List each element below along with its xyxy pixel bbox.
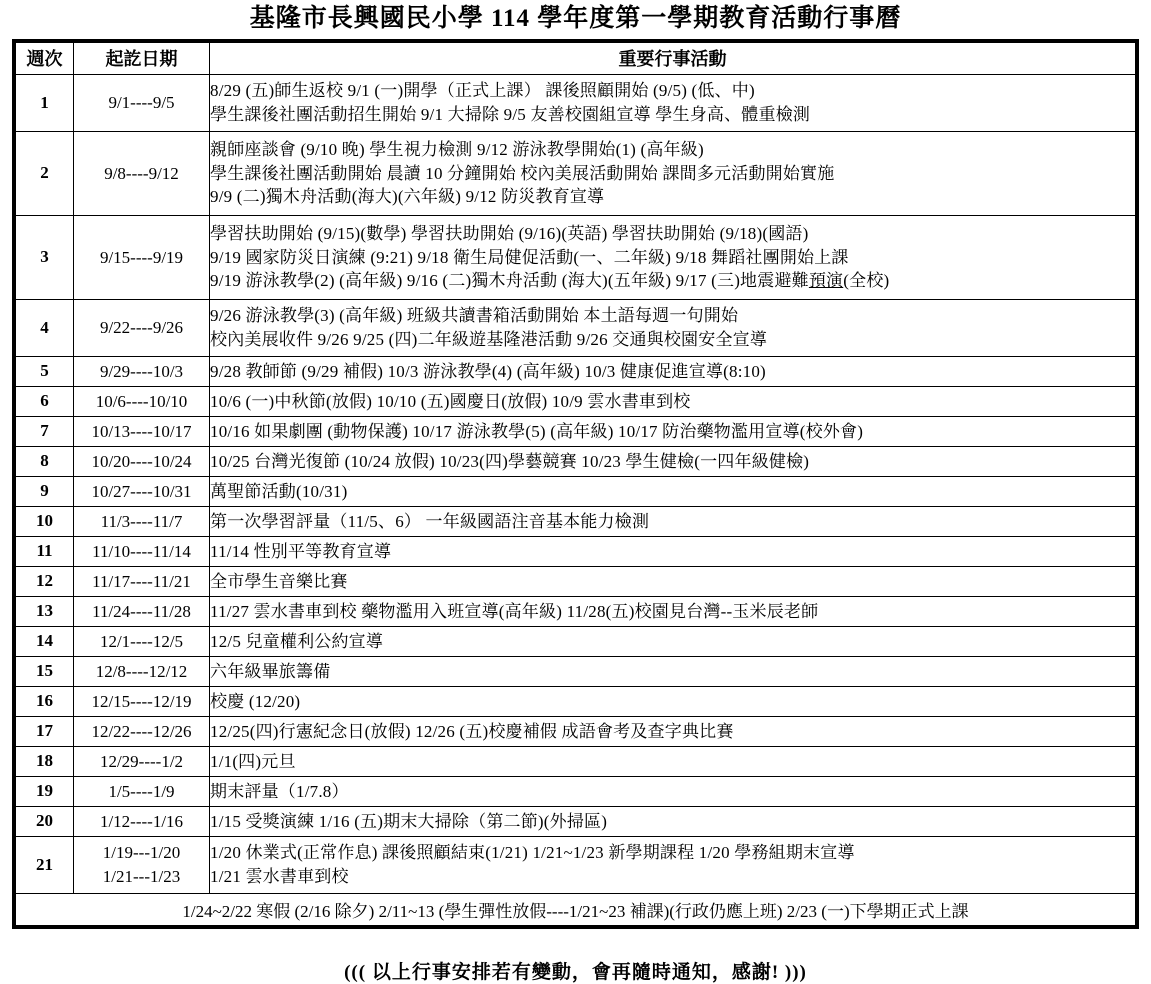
activities-cell <box>210 656 1136 686</box>
date-range <box>74 215 210 299</box>
week-number: 4 <box>16 299 74 356</box>
date-range <box>74 566 210 596</box>
activities-cell <box>210 416 1136 446</box>
activity-line: 第一次學習評量（11/5、6） 一年級國語注音基本能力檢測 <box>210 511 650 531</box>
activities-cell <box>210 626 1136 656</box>
date-range <box>74 416 210 446</box>
table-row <box>16 416 1136 446</box>
activity-line: 學生課後社團活動開始 晨讀 10 分鐘開始 校內美展活動開始 課間多元活動開始實施 <box>210 163 835 183</box>
table-header <box>16 42 1136 74</box>
date-line: 9/29----10/3 <box>99 361 184 381</box>
date-range <box>74 446 210 476</box>
date-range <box>74 356 210 386</box>
table-footer <box>16 893 1136 925</box>
date-line: 11/24----11/28 <box>92 601 191 621</box>
activities-cell <box>210 806 1136 836</box>
activities-cell <box>210 836 1136 893</box>
activity-line: 親師座談會 (9/10 晚) 學生視力檢測 9/12 游泳教學開始(1) (高年級) <box>210 140 704 160</box>
activity-line: 1/1(四)元旦 <box>210 751 296 771</box>
table-row <box>16 716 1136 746</box>
activities-cell <box>210 215 1136 299</box>
activity-line: 1/15 受獎演練 1/16 (五)期末大掃除（第二節)(外掃區) <box>210 811 608 831</box>
activity-line: 10/6 (一)中秋節(放假) 10/10 (五)國慶日(放假) 10/9 雲水書車到校 <box>210 391 691 411</box>
date-range <box>74 536 210 566</box>
header-activities: 重要行事活動 <box>210 42 1136 74</box>
date-range <box>74 836 210 893</box>
date-range <box>74 626 210 656</box>
date-range <box>74 596 210 626</box>
date-range <box>74 806 210 836</box>
activity-line: 11/27 雲水書車到校 藥物濫用入班宣導(高年級) 11/28(五)校園見台灣--玉米辰老師 <box>210 601 819 621</box>
activity-line: 六年級畢旅籌備 <box>210 661 331 681</box>
date-line: 9/8----9/12 <box>104 163 179 183</box>
activities-cell <box>210 446 1136 476</box>
date-range <box>74 131 210 215</box>
table-row <box>16 836 1136 893</box>
date-range <box>74 476 210 506</box>
activity-line: 校慶 (12/20) <box>210 691 301 711</box>
table-body <box>16 74 1136 893</box>
activity-line: 期末評量（1/7.8） <box>210 781 349 801</box>
week-number: 19 <box>16 776 74 806</box>
week-number: 20 <box>16 806 74 836</box>
date-line: 9/1----9/5 <box>108 93 175 113</box>
week-number: 11 <box>16 536 74 566</box>
table-row <box>16 806 1136 836</box>
date-range <box>74 746 210 776</box>
week-number: 15 <box>16 656 74 686</box>
date-line: 9/15----9/19 <box>99 247 184 267</box>
table-row <box>16 299 1136 356</box>
table-row <box>16 626 1136 656</box>
date-line: 10/13----10/17 <box>91 421 192 441</box>
date-range <box>74 686 210 716</box>
date-range <box>74 716 210 746</box>
activity-line: 8/29 (五)師生返校 9/1 (一)開學（正式上課） 課後照顧開始 (9/5) (低、中) <box>210 81 755 101</box>
date-line: 12/22----12/26 <box>91 721 192 741</box>
week-number: 2 <box>16 131 74 215</box>
date-range <box>74 776 210 806</box>
table-row <box>16 386 1136 416</box>
table-row <box>16 74 1136 131</box>
date-line: 11/10----11/14 <box>92 541 191 561</box>
activities-cell <box>210 686 1136 716</box>
week-number: 5 <box>16 356 74 386</box>
activities-cell <box>210 476 1136 506</box>
activity-line: 9/19 游泳教學(2) (高年級) 9/16 (二)獨木舟活動 (海大)(五年級) 9/17 (三)地震避難預演(全校) <box>210 270 890 290</box>
table-row <box>16 596 1136 626</box>
date-range <box>74 74 210 131</box>
week-number: 16 <box>16 686 74 716</box>
header-date: 起訖日期 <box>74 42 210 74</box>
activity-line: 萬聖節活動(10/31) <box>210 481 348 501</box>
calendar-table-container <box>12 39 1139 929</box>
table-row <box>16 776 1136 806</box>
activities-cell <box>210 74 1136 131</box>
activity-line: 9/9 (二)獨木舟活動(海大)(六年級) 9/12 防災教育宣導 <box>210 186 605 206</box>
activity-line: 10/25 台灣光復節 (10/24 放假) 10/23(四)學藝競賽 10/23 學生健檢(一四年級健檢) <box>210 451 810 471</box>
activity-line: 9/19 國家防災日演練 (9:21) 9/18 衛生局健促活動(一、二年級) 9/18 舞蹈社團開始上課 <box>210 247 849 267</box>
date-range <box>74 656 210 686</box>
winter-break-summary: 1/24~2/22 寒假 (2/16 除夕) 2/11~13 (學生彈性放假----1/21~23 補課)(行政仍應上班) 2/23 (一)下學期正式上課 <box>16 893 1136 925</box>
date-line: 12/29----1/2 <box>99 751 184 771</box>
date-line: 11/17----11/21 <box>92 571 191 591</box>
date-line: 10/6----10/10 <box>95 391 188 411</box>
activities-cell <box>210 506 1136 536</box>
table-row <box>16 131 1136 215</box>
activity-line: 全市學生音樂比賽 <box>210 571 348 591</box>
footer-note: ((( 以上行事安排若有變動，會再隨時通知，感謝! ))) <box>344 961 807 983</box>
activities-cell <box>210 716 1136 746</box>
date-line: 12/15----12/19 <box>91 691 192 711</box>
week-number: 13 <box>16 596 74 626</box>
table-row <box>16 746 1136 776</box>
date-line: 11/3----11/7 <box>100 511 183 531</box>
activity-line: 1/21 雲水書車到校 <box>210 866 349 886</box>
week-number: 6 <box>16 386 74 416</box>
activities-cell <box>210 131 1136 215</box>
activity-line: 校內美展收件 9/26 9/25 (四)二年級遊基隆港活動 9/26 交通與校園安全宣導 <box>210 329 768 349</box>
activity-line: 11/14 性別平等教育宣導 <box>210 541 392 561</box>
activity-line: 12/25(四)行憲紀念日(放假) 12/26 (五)校慶補假 成語會考及查字典比賽 <box>210 721 734 741</box>
table-row <box>16 656 1136 686</box>
activity-line: 學習扶助開始 (9/15)(數學) 學習扶助開始 (9/16)(英語) 學習扶助開始 (9/18)(國語) <box>210 224 809 244</box>
date-line: 10/20----10/24 <box>91 451 192 471</box>
week-number: 3 <box>16 215 74 299</box>
activity-line: 9/26 游泳教學(3) (高年級) 班級共讀書箱活動開始 本土語每週一句開始 <box>210 306 739 326</box>
activities-cell <box>210 746 1136 776</box>
date-line: 1/19---1/20 <box>102 843 181 863</box>
week-number: 21 <box>16 836 74 893</box>
activities-cell <box>210 776 1136 806</box>
date-line: 12/8----12/12 <box>95 661 188 681</box>
header-week: 週次 <box>16 42 74 74</box>
week-number: 14 <box>16 626 74 656</box>
table-row <box>16 566 1136 596</box>
calendar-table <box>15 42 1136 926</box>
table-row <box>16 536 1136 566</box>
date-range <box>74 386 210 416</box>
header-row <box>16 42 1136 74</box>
week-number: 10 <box>16 506 74 536</box>
table-row <box>16 446 1136 476</box>
week-number: 9 <box>16 476 74 506</box>
week-number: 12 <box>16 566 74 596</box>
week-number: 1 <box>16 74 74 131</box>
week-number: 7 <box>16 416 74 446</box>
date-range <box>74 506 210 536</box>
summary-row <box>16 893 1136 925</box>
activities-cell <box>210 356 1136 386</box>
date-range <box>74 299 210 356</box>
activity-line: 12/5 兒童權利公約宣導 <box>210 631 384 651</box>
week-number: 8 <box>16 446 74 476</box>
date-line: 1/12----1/16 <box>99 811 184 831</box>
table-row <box>16 506 1136 536</box>
activity-line: 1/20 休業式(正常作息) 課後照顧結束(1/21) 1/21~1/23 新學期課程 1/20 學務組期末宣導 <box>210 843 855 863</box>
date-line: 9/22----9/26 <box>99 318 184 338</box>
activities-cell <box>210 566 1136 596</box>
date-line: 1/21---1/23 <box>102 866 181 886</box>
table-row <box>16 215 1136 299</box>
activity-line: 學生課後社團活動招生開始 9/1 大掃除 9/5 友善校園組宣導 學生身高、體重檢測 <box>210 104 811 124</box>
date-line: 12/1----12/5 <box>99 631 184 651</box>
week-number: 18 <box>16 746 74 776</box>
table-row <box>16 356 1136 386</box>
table-row <box>16 686 1136 716</box>
activities-cell <box>210 536 1136 566</box>
date-line: 1/5----1/9 <box>108 781 175 801</box>
activities-cell <box>210 596 1136 626</box>
page-title: 基隆市長興國民小學 114 學年度第一學期教育活動行事曆 <box>249 5 902 32</box>
week-number: 17 <box>16 716 74 746</box>
activities-cell <box>210 386 1136 416</box>
date-line: 10/27----10/31 <box>91 481 192 501</box>
table-row <box>16 476 1136 506</box>
activity-line: 9/28 教師節 (9/29 補假) 10/3 游泳教學(4) (高年級) 10/3 健康促進宣導(8:10) <box>210 361 766 381</box>
activity-line: 10/16 如果劇團 (動物保護) 10/17 游泳教學(5) (高年級) 10/17 防治藥物濫用宣導(校外會) <box>210 421 864 441</box>
activities-cell <box>210 299 1136 356</box>
